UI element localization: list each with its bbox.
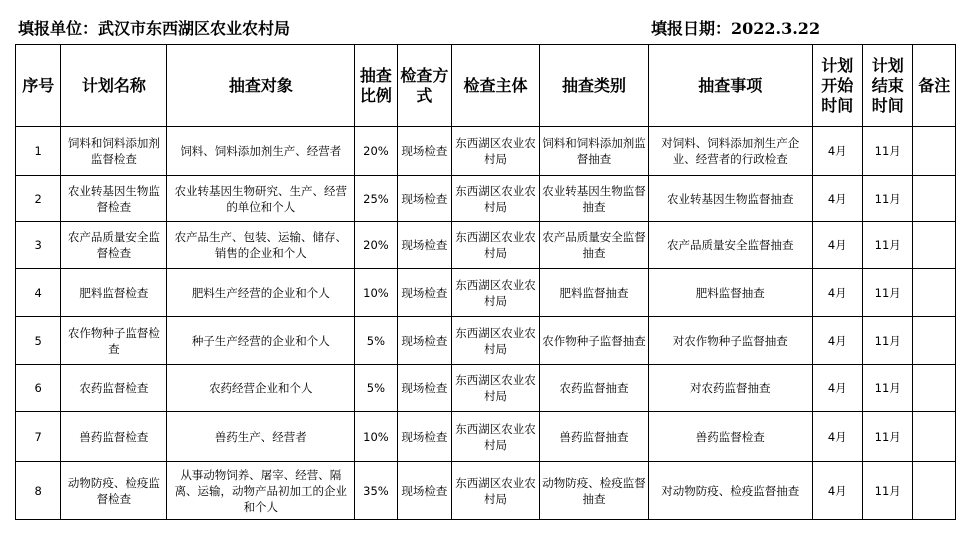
cell-item: 对饲料、饲料添加剂生产企业、经营者的行政检查 [648,127,812,176]
cell-item: 兽药监督检查 [648,412,812,462]
cell-category: 农业转基因生物监督抽查 [539,176,648,222]
cell-remarks [913,365,956,412]
cell-end: 11月 [863,127,913,176]
cell-start: 4月 [812,127,862,176]
cell-subject: 东西湖区农业农村局 [452,269,540,317]
cell-index: 3 [16,222,61,269]
col-header-remarks: 备注 [913,45,956,127]
cell-start: 4月 [812,222,862,269]
cell-method: 现场检查 [397,317,452,365]
cell-category: 肥料监督抽查 [539,269,648,317]
cell-item: 肥料监督抽查 [648,269,812,317]
cell-start: 4月 [812,317,862,365]
cell-end: 11月 [863,365,913,412]
col-header-index: 序号 [16,45,61,127]
cell-plan-name: 动物防疫、检疫监督检查 [61,462,167,520]
col-header-target: 抽查对象 [167,45,355,127]
table-row [16,412,956,462]
cell-subject: 东西湖区农业农村局 [452,222,540,269]
cell-ratio: 10% [355,412,397,462]
cell-subject: 东西湖区农业农村局 [452,317,540,365]
table-row [16,317,956,365]
cell-category: 动物防疫、检疫监督抽查 [539,462,648,520]
cell-plan-name: 饲料和饲料添加剂监督检查 [61,127,167,176]
cell-target: 从事动物饲养、屠宰、经营、隔离、运输，动物产品初加工的企业和个人 [167,462,355,520]
cell-start: 4月 [812,269,862,317]
table-row [16,222,956,269]
cell-item: 对动物防疫、检疫监督抽查 [648,462,812,520]
cell-end: 11月 [863,462,913,520]
cell-remarks [913,127,956,176]
cell-subject: 东西湖区农业农村局 [452,365,540,412]
cell-end: 11月 [863,317,913,365]
col-header-method: 检查方式 [397,45,452,127]
cell-ratio: 20% [355,222,397,269]
cell-remarks [913,317,956,365]
cell-target: 农产品生产、包装、运输、储存、销售的企业和个人 [167,222,355,269]
cell-ratio: 20% [355,127,397,176]
cell-start: 4月 [812,462,862,520]
cell-ratio: 25% [355,176,397,222]
cell-category: 农作物种子监督抽查 [539,317,648,365]
cell-method: 现场检查 [397,127,452,176]
cell-index: 4 [16,269,61,317]
col-header-ratio: 抽查比例 [355,45,397,127]
cell-category: 兽药监督抽查 [539,412,648,462]
cell-ratio: 35% [355,462,397,520]
col-header-item: 抽查事项 [648,45,812,127]
cell-index: 5 [16,317,61,365]
cell-subject: 东西湖区农业农村局 [452,462,540,520]
cell-target: 饲料、饲料添加剂生产、经营者 [167,127,355,176]
reporting-unit: 填报单位：武汉市东西湖区农业农村局 [18,19,291,38]
cell-target: 肥料生产经营的企业和个人 [167,269,355,317]
reporting-date: 填报日期：2022.3.22 [651,19,821,38]
cell-index: 1 [16,127,61,176]
cell-start: 4月 [812,365,862,412]
cell-remarks [913,269,956,317]
col-header-subject: 检查主体 [452,45,540,127]
cell-plan-name: 肥料监督检查 [61,269,167,317]
cell-plan-name: 兽药监督检查 [61,412,167,462]
cell-method: 现场检查 [397,462,452,520]
cell-remarks [913,222,956,269]
col-header-plan-name: 计划名称 [61,45,167,127]
cell-ratio: 5% [355,365,397,412]
cell-ratio: 10% [355,269,397,317]
table-row [16,127,956,176]
cell-category: 农产品质量安全监督抽查 [539,222,648,269]
cell-item: 对农作物种子监督抽查 [648,317,812,365]
cell-start: 4月 [812,412,862,462]
cell-subject: 东西湖区农业农村局 [452,127,540,176]
cell-method: 现场检查 [397,269,452,317]
cell-start: 4月 [812,176,862,222]
cell-plan-name: 农产品质量安全监督检查 [61,222,167,269]
table-row [16,269,956,317]
cell-end: 11月 [863,222,913,269]
document-header [18,16,821,42]
cell-item: 农产品质量安全监督抽查 [648,222,812,269]
cell-remarks [913,176,956,222]
cell-index: 8 [16,462,61,520]
cell-item: 对农药监督抽查 [648,365,812,412]
cell-category: 农药监督抽查 [539,365,648,412]
cell-target: 农业转基因生物研究、生产、经营的单位和个人 [167,176,355,222]
cell-subject: 东西湖区农业农村局 [452,412,540,462]
table-row [16,176,956,222]
table-row [16,365,956,412]
col-header-category: 抽查类别 [539,45,648,127]
cell-method: 现场检查 [397,365,452,412]
col-header-end-time: 计划结束时间 [863,45,913,127]
cell-subject: 东西湖区农业农村局 [452,176,540,222]
cell-ratio: 5% [355,317,397,365]
cell-method: 现场检查 [397,176,452,222]
cell-plan-name: 农作物种子监督检查 [61,317,167,365]
cell-end: 11月 [863,269,913,317]
cell-target: 兽药生产、经营者 [167,412,355,462]
col-header-start-time: 计划开始时间 [812,45,862,127]
cell-target: 种子生产经营的企业和个人 [167,317,355,365]
cell-target: 农药经营企业和个人 [167,365,355,412]
cell-method: 现场检查 [397,222,452,269]
cell-index: 2 [16,176,61,222]
cell-index: 6 [16,365,61,412]
cell-end: 11月 [863,412,913,462]
cell-end: 11月 [863,176,913,222]
inspection-plan-table [15,44,956,520]
cell-item: 农业转基因生物监督抽查 [648,176,812,222]
cell-remarks [913,462,956,520]
cell-plan-name: 农业转基因生物监督检查 [61,176,167,222]
cell-remarks [913,412,956,462]
cell-category: 饲料和饲料添加剂监督抽查 [539,127,648,176]
cell-plan-name: 农药监督检查 [61,365,167,412]
cell-index: 7 [16,412,61,462]
cell-method: 现场检查 [397,412,452,462]
table-row [16,462,956,520]
table-header-row [16,45,956,127]
